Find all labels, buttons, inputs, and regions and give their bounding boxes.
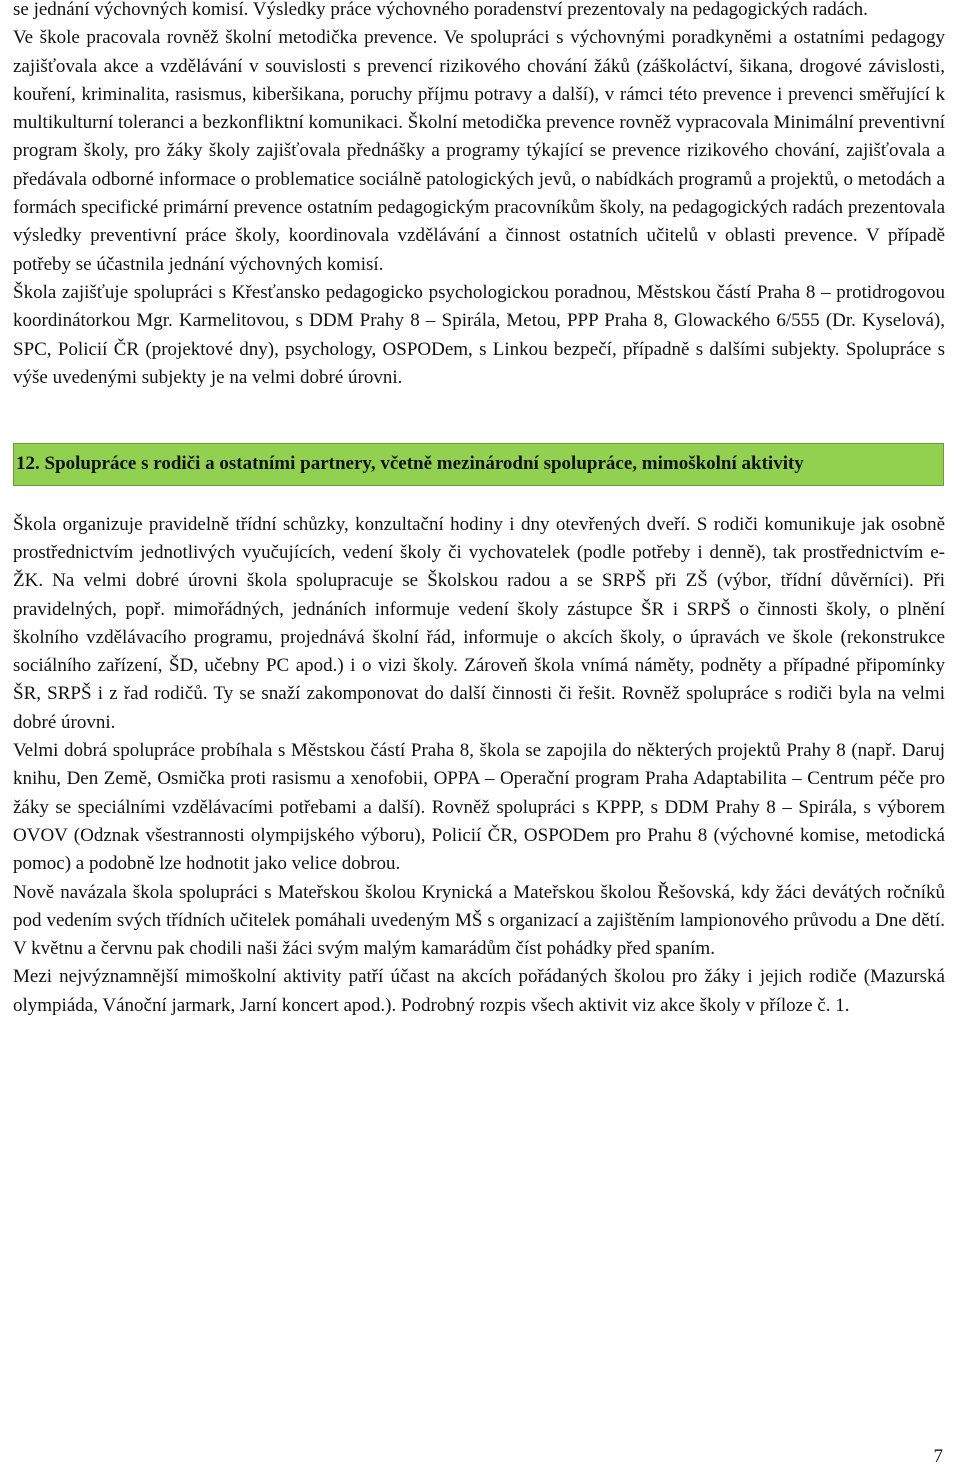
paragraph: Škola organizuje pravidelně třídní schůzky, konzultační hodiny i dny otevřených dveří. S rodiči komunikuje jak osobně prostřednictvím jednotlivých vyučujících, vedení školy či vychovatelek (podle potřeby i denně), tak prostřednictvím e-ŽK. Na velmi dobré úrovni škola spolupracuje se Školskou radou a se SRPŠ při ZŠ (výbor, třídní důvěrníci). Při pravidelných, popř. mimořádných, jednáních informuje vedení školy zástupce ŠR i SRPŠ o činnosti školy, o plnění školního vzdělávacího programu, projednává školní řád, informuje o akcích školy, o úpravách ve škole (rekonstrukce sociálního zařízení, ŠD, učebny PC apod.) i o vizi školy. Zároveň škola vnímá náměty, podněty a případné připomínky ŠR, SRPŠ i z řad rodičů. Ty se snaží zakomponovat do další činnosti či řešit. Rovněž spolupráce s rodiči byla na velmi dobré úrovni. [13, 513, 945, 733]
paragraph: Velmi dobrá spolupráce probíhala s Městskou částí Praha 8, škola se zapojila do některých projektů Prahy 8 (např. Daruj knihu, Den Země, Osmička proti rasismu a xenofobii, OPPA – Operační program Praha Adaptabilita – Centrum péče pro žáky se speciálními vzdělávacími potřebami a další). Rovněž spolupráci s KPPP, s DDM Prahy 8 – Spirála, s výborem OVOV (Odznak všestrannosti olympijského výboru), Policií ČR, OSPODem pro Prahu 8 (výchovné komise, metodická pomoc) a podobně lze hodnotit jako velice dobrou. [13, 740, 945, 875]
paragraph: Mezi nejvýznamnější mimoškolní aktivity patří účast na akcích pořádaných školou pro žáky i jejich rodiče (Mazurská olympiáda, Vánoční jarmark, Jarní koncert apod.). Podrobný rozpis všech aktivit viz akce školy v příloze č. 1. [13, 966, 945, 1016]
section-12-body [13, 511, 945, 1020]
section-12-heading: 12. Spolupráce s rodiči a ostatními partnery, včetně mezinárodní spolupráce, mimoškolní aktivity [13, 443, 944, 486]
section-11-continuation [13, 0, 945, 392]
document-page [13, 0, 945, 1020]
paragraph: Nově navázala škola spolupráci s Mateřskou školou Krynická a Mateřskou školou Řešovská, kdy žáci devátých ročníků pod vedením svých třídních učitelek pomáhali uvedeným MŠ s organizací a zajištěním lampionového průvodu a Dne dětí. V květnu a červnu pak chodili naši žáci svým malým kamarádům číst pohádky před spaním. [13, 881, 945, 960]
paragraph: Ve škole pracovala rovněž školní metodička prevence. Ve spolupráci s výchovnými poradkyněmi a ostatními pedagogy zajišťovala akce a vzdělávání v souvislosti s prevencí rizikového chování žáků (záškoláctví, šikana, drogové závislosti, kouření, kriminalita, rasismus, kiberšikana, poruchy příjmu potravy a další), v rámci této prevence i prevenci směřující k multikulturní toleranci a bezkonfliktní komunikaci. Školní metodička prevence rovněž vypracovala Minimální preventivní program školy, pro žáky školy zajišťovala přednášky a programy týkající se prevence rizikového chování, zajišťovala a předávala odborné informace o problematice sociálně patologických jevů, o nabídkách programů a projektů, o metodách a formách specifické primární prevence ostatním pedagogickým pracovníkům školy, na pedagogických radách prezentovala výsledky preventivní práce školy, koordinovala vzdělávání a činnost ostatních učitelů v oblasti prevence. V případě potřeby se účastnila jednání výchovných komisí. [13, 27, 945, 275]
page-number: 7 [933, 1446, 943, 1467]
paragraph: Škola zajišťuje spolupráci s Křesťansko pedagogicko psychologickou poradnou, Městskou částí Praha 8 – protidrogovou koordinátorkou Mgr. Karmelitovou, s DDM Prahy 8 – Spirála, Metou, PPP Praha 8, Glowackého 6/555 (Dr. Kyselová), SPC, Policií ČR (projektové dny), psychology, OSPODem, s Linkou bezpečí, případně s dalšími subjekty. Spolupráce s výše uvedenými subjekty je na velmi dobré úrovni. [13, 281, 945, 388]
paragraph: se jednání výchovných komisí. Výsledky práce výchovného poradenství prezentovaly na pedagogických radách. [13, 0, 868, 20]
